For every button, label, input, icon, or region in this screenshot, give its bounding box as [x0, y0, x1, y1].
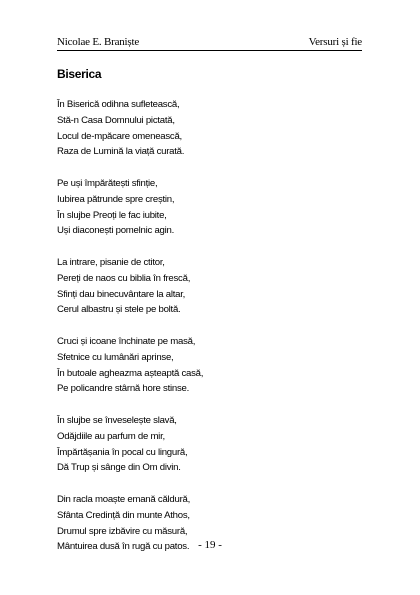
running-header — [57, 34, 362, 51]
poem-line: Stă-n Casa Domnului pictată, — [57, 114, 175, 126]
header-author: Nicolae E. Braniște — [57, 36, 140, 48]
poem-body — [57, 97, 377, 555]
poem-line: Sfetnice cu lumânări aprinse, — [57, 351, 174, 363]
stanza-3 — [57, 255, 377, 318]
poem-line: Pe uși împărătești sfinție, — [57, 177, 158, 189]
stanza-4 — [57, 334, 377, 397]
poem-line: Iubirea pătrunde spre creștin, — [57, 193, 175, 205]
poem-title: Biserica — [57, 67, 102, 81]
poem-line: Sfinți dau binecuvântare la altar, — [57, 288, 186, 300]
stanza-1 — [57, 97, 377, 160]
poem-line: Sfânta Credință din munte Athos, — [57, 509, 190, 521]
poem-line: La intrare, pisanie de ctitor, — [57, 256, 165, 268]
poem-line: Mântuirea dusă în rugă cu patos. — [57, 541, 190, 553]
poem-line: Locul de-mpăcare omenească, — [57, 130, 182, 142]
poem-line: Împărtășania în pocal cu lingură, — [57, 446, 188, 458]
poem-line: În butoale agheazma așteaptă casă, — [57, 367, 204, 379]
poem-line: Dă Trup și sânge din Om divin. — [57, 462, 181, 474]
poem-line: Cerul albastru și stele pe boltă. — [57, 304, 181, 316]
poem-line: În slujbe Preoți le fac iubite, — [57, 209, 167, 221]
poem-line: Uși diaconești pomelnic agin. — [57, 225, 175, 237]
poem-line: Din racla moaște emană căldură, — [57, 493, 191, 505]
poem-line: În slujbe se înveselește slavă, — [57, 414, 177, 426]
page-number: - 19 - — [198, 539, 222, 551]
poem-line: Cruci și icoane închinate pe masă, — [57, 335, 196, 347]
poem-line: Raza de Lumină la viață curată. — [57, 146, 185, 158]
poem-line: Odăjdiile au parfum de mir, — [57, 430, 165, 442]
poem-line: Drumul spre izbăvire cu măsură, — [57, 525, 188, 537]
stanza-5 — [57, 413, 377, 476]
poem-line: Pe policandre stârnă hore stinse. — [57, 383, 190, 395]
poem-line: Pereți de naos cu biblia în frescă, — [57, 272, 191, 284]
poem-line: În Biserică odihna sufletească, — [57, 99, 180, 110]
stanza-2 — [57, 176, 377, 239]
header-book-title: Versuri și fie — [308, 36, 362, 48]
